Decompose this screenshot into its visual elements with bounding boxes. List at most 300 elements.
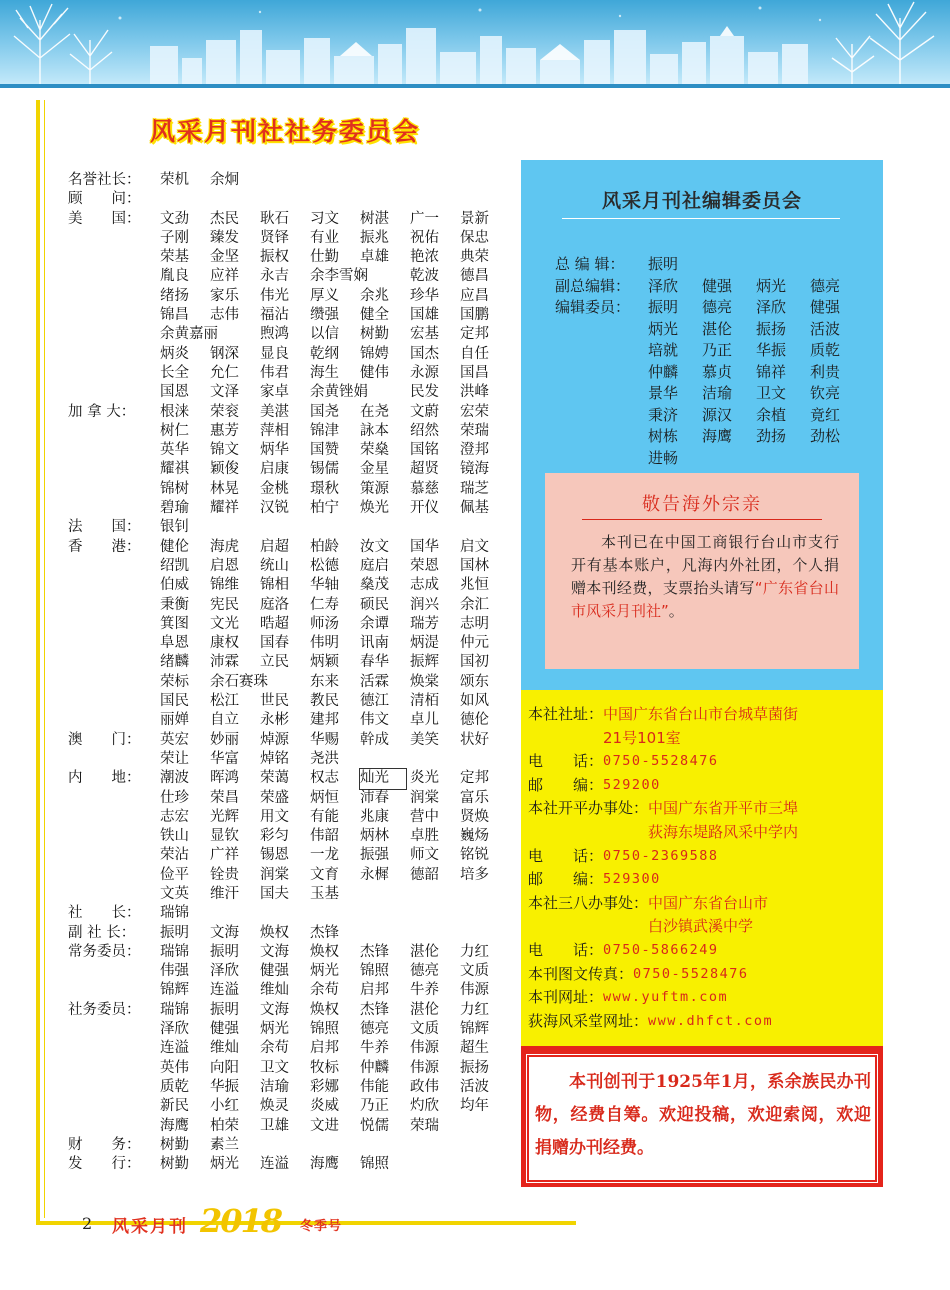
roster-name: 文育	[310, 866, 339, 883]
roster-name: 卓儿	[410, 712, 439, 729]
roster-name: 启文	[460, 538, 489, 555]
roster-row	[160, 711, 510, 730]
roster-name: 余炯	[210, 172, 239, 188]
roster-role-label: 澳 门：	[68, 731, 141, 748]
roster-name: 炳光	[260, 1021, 289, 1038]
editor-name: 利贵	[810, 362, 841, 381]
roster-name: 家卓	[260, 384, 289, 401]
roster-name: 国昌	[460, 364, 489, 381]
roster-row	[160, 615, 510, 634]
roster-name: 永源	[410, 364, 439, 381]
roster-name: 振强	[360, 847, 389, 864]
contact-value: 荻海东堤路风采中学内	[648, 822, 799, 841]
roster-name: 碧瑜	[160, 500, 189, 517]
roster-name: 世民	[260, 693, 289, 710]
roster-group	[68, 904, 488, 923]
editor-names	[648, 254, 702, 276]
roster-name: 荣昌	[210, 789, 239, 806]
roster-name: 锦文	[210, 442, 239, 459]
roster-name: 统山	[260, 557, 289, 574]
contact-value: 529300	[603, 871, 661, 888]
roster-name: 伟源	[410, 1059, 439, 1076]
editor-group	[555, 276, 864, 298]
roster-name: 镜海	[460, 461, 489, 478]
roster-row	[160, 557, 510, 576]
roster-name: 硕民	[360, 596, 389, 613]
roster-name: 荣沾	[160, 847, 189, 864]
roster-name: 锦相	[260, 577, 289, 594]
roster-name: 沛春	[360, 789, 389, 806]
city-skyline-illustration	[0, 0, 950, 88]
roster-name: 汉锐	[260, 500, 289, 517]
roster-names	[160, 190, 488, 209]
roster-role-label: 发 行：	[68, 1156, 141, 1173]
roster-name: 长全	[160, 364, 189, 381]
editor-name: 锦祥	[756, 362, 787, 381]
roster-name: 锦辉	[460, 1021, 489, 1038]
roster-name: 炳光	[310, 963, 339, 980]
frame-left-bar	[36, 100, 40, 1225]
roster-row	[160, 962, 510, 981]
roster-name: 华轴	[310, 577, 339, 594]
editor-name: 秉济	[648, 405, 679, 424]
roster-group	[68, 403, 488, 519]
editor-name: 振扬	[756, 319, 787, 338]
roster-name: 显钦	[210, 828, 239, 845]
roster-name: 振兆	[360, 229, 389, 246]
roster-name: 国铭	[410, 442, 439, 459]
roster-name: 洪峰	[460, 384, 489, 401]
roster-name: 用文	[260, 808, 289, 825]
roster-row	[160, 576, 510, 595]
roster-name: 炳华	[260, 442, 289, 459]
roster-name: 仁寿	[310, 596, 339, 613]
roster-names	[160, 1001, 510, 1136]
editor-row	[648, 297, 864, 319]
editor-row	[648, 319, 864, 341]
roster-name: 伟明	[310, 635, 339, 652]
roster-name: 民发	[410, 384, 439, 401]
roster-row	[160, 248, 510, 267]
frame-left-thin-bar	[44, 100, 45, 1218]
roster-name: 超贤	[410, 461, 439, 478]
roster-name: 锡儒	[310, 461, 339, 478]
roster-name: 秉衡	[160, 596, 189, 613]
roster-name: 国初	[460, 654, 489, 671]
roster-name: 柏龄	[310, 538, 339, 555]
roster-name: 健伟	[360, 364, 389, 381]
roster-names	[160, 210, 510, 403]
editor-role-label: 编辑委员：	[555, 298, 631, 316]
roster-name: 以信	[310, 326, 339, 343]
editor-names	[648, 276, 864, 298]
roster-name: 卫雄	[260, 1117, 289, 1134]
roster-name: 振辉	[410, 654, 439, 671]
roster-name: 文英	[160, 885, 189, 902]
roster-name: 应昌	[460, 287, 489, 304]
editor-name: 钦亮	[810, 384, 841, 402]
footer-year-logo: 2018	[200, 1202, 282, 1240]
roster-name: 富乐	[460, 789, 489, 806]
roster-name: 焕权	[260, 924, 289, 941]
roster-name: 乾波	[410, 268, 439, 285]
roster-name: 润棠	[260, 866, 289, 883]
roster-name: 乃正	[360, 1098, 389, 1115]
editor-name: 卫文	[756, 384, 787, 402]
roster-name: 策源	[360, 480, 389, 497]
contact-row	[528, 939, 878, 963]
editor-name: 劲松	[810, 427, 841, 445]
editor-row	[648, 276, 864, 298]
roster-names	[160, 904, 488, 923]
roster-name: 伟君	[260, 364, 289, 381]
contact-row	[528, 797, 878, 821]
editor-row	[648, 362, 864, 384]
roster-name: 讯南	[360, 635, 389, 652]
roster-name: 康权	[210, 635, 239, 652]
roster-role-label: 法 国：	[68, 519, 141, 536]
roster-row	[160, 789, 510, 808]
roster-name: 庭启	[360, 557, 389, 574]
roster-row	[160, 1117, 510, 1136]
contact-row	[528, 1010, 878, 1034]
roster-name: 灼欣	[410, 1098, 439, 1115]
roster-name: 锦津	[310, 422, 339, 439]
roster-role-label: 社 长：	[68, 905, 141, 922]
roster-name: 自任	[460, 345, 489, 362]
roster-name: 松江	[210, 693, 239, 710]
roster-name: 燊茂	[360, 577, 389, 594]
roster-role-label: 顾 问：	[68, 191, 141, 208]
council-title: 风采月刊社社务委员会	[149, 117, 420, 146]
roster-row	[160, 1001, 510, 1020]
roster-name: 锡恩	[260, 847, 289, 864]
roster-name: 汝文	[360, 538, 389, 555]
roster-names	[160, 171, 488, 190]
roster-name: 典荣	[460, 249, 489, 266]
roster-name: 泽欣	[160, 1021, 189, 1038]
editor-name: 炳光	[648, 319, 679, 338]
roster-name: 润棠	[410, 789, 439, 806]
editor-row	[648, 340, 864, 362]
roster-name: 伟文	[360, 712, 389, 729]
roster-names	[160, 538, 510, 731]
roster-row	[160, 653, 510, 672]
contact-value: 0750-5528476	[633, 965, 749, 982]
roster-name: 国华	[410, 538, 439, 555]
founding-text: 本刊创刊于1925年1月，系余族民办刊物，经费自筹。欢迎投稿，欢迎索阅，欢迎捐赠办刊经费。	[535, 1072, 871, 1158]
roster-role-label: 财 务：	[68, 1136, 141, 1153]
roster-names	[160, 731, 510, 770]
contact-label: 本刊网址：	[528, 988, 604, 1007]
contact-label	[528, 727, 603, 751]
roster-name: 伟源	[410, 1040, 439, 1057]
roster-name: 阜恩	[160, 635, 189, 652]
roster-name: 焯源	[260, 731, 289, 748]
roster-name: 炎光	[410, 770, 439, 787]
roster-name: 澄邦	[460, 442, 489, 459]
roster-name: 德亮	[360, 1021, 389, 1038]
roster-name: 英伟	[160, 1059, 189, 1076]
roster-group	[68, 1155, 488, 1174]
roster-row	[160, 750, 510, 769]
roster-name: 荣基	[160, 249, 189, 266]
roster-name: 师汤	[310, 615, 339, 632]
roster-name: 树勤	[160, 1136, 189, 1153]
roster-name: 永樨	[360, 866, 389, 883]
roster-name: 小红	[210, 1098, 239, 1115]
roster-row	[160, 1136, 488, 1155]
roster-name: 荣让	[160, 750, 189, 767]
roster-name: 玉基	[310, 885, 339, 902]
roster-name: 权志	[310, 770, 339, 787]
roster-name: 仕珍	[160, 789, 189, 806]
roster-name: 东来	[310, 673, 339, 690]
roster-name: 银钊	[160, 519, 189, 536]
roster-name: 卓胜	[410, 828, 439, 845]
notice-title: 敬告海外宗亲	[642, 494, 762, 515]
roster-name: 厚义	[310, 287, 339, 304]
roster-name: 悦儒	[360, 1117, 389, 1134]
notice-end: 。	[668, 602, 684, 620]
roster-group	[68, 731, 488, 770]
roster-name: 卫文	[260, 1059, 289, 1076]
roster-name: 余谭	[360, 615, 389, 632]
roster-name: 慕慈	[410, 480, 439, 497]
roster-name: 国尧	[310, 403, 339, 420]
contact-value: 中国广东省台山市	[648, 893, 769, 912]
roster-name: 如风	[460, 693, 489, 710]
roster-name: 自立	[210, 712, 239, 729]
roster-name: 牛养	[410, 982, 439, 999]
contact-value: www.dhfct.com	[648, 1012, 774, 1029]
roster-name: 炳炎	[160, 345, 189, 362]
roster-role-label: 香 港：	[68, 538, 141, 555]
roster-name: 定邦	[460, 326, 489, 343]
roster-row	[160, 480, 510, 499]
roster-name: 佩基	[460, 500, 489, 517]
roster-name: 金星	[360, 461, 389, 478]
roster-name: 贤焕	[460, 808, 489, 825]
editor-name: 仲麟	[648, 362, 679, 381]
roster-group	[68, 171, 488, 190]
roster-row	[160, 634, 510, 653]
editor-row	[648, 426, 864, 448]
roster-name: 海生	[310, 364, 339, 381]
roster-name: 颖俊	[210, 461, 239, 478]
editor-group	[555, 297, 864, 469]
roster-name: 健强	[260, 963, 289, 980]
roster-name: 松德	[310, 557, 339, 574]
roster-name: 杰锋	[310, 924, 339, 941]
roster-name: 有能	[310, 808, 339, 825]
roster-name: 杰锋	[360, 943, 389, 960]
roster-name: 华振	[210, 1078, 239, 1095]
roster-name: 柏荣	[210, 1117, 239, 1134]
roster-name: 瑞锦	[160, 943, 189, 960]
roster-name: 炳颖	[310, 654, 339, 671]
roster-row	[160, 345, 510, 364]
roster-name: 一龙	[310, 847, 339, 864]
roster-name: 维灿	[210, 1040, 239, 1057]
roster-name: 炳恒	[310, 789, 339, 806]
roster-name: 湛伦	[410, 943, 439, 960]
roster-name: 缵强	[310, 307, 339, 324]
editor-role-label: 副总编辑：	[555, 276, 631, 295]
roster-row	[160, 403, 510, 422]
roster-row	[160, 924, 488, 943]
contact-row	[528, 868, 878, 892]
contact-label	[528, 915, 648, 939]
roster-name: 美湛	[260, 403, 289, 420]
roster-name	[160, 190, 210, 209]
roster-name: 国雄	[410, 307, 439, 324]
roster-name: 兆恒	[460, 577, 489, 594]
roster-name: 耿石	[260, 210, 289, 227]
roster-name: 启恩	[210, 557, 239, 574]
roster-name: 宪民	[210, 596, 239, 613]
roster-name: 新民	[160, 1098, 189, 1115]
roster-name: 国民	[160, 693, 189, 710]
roster-name: 金桃	[260, 480, 289, 497]
contact-value: 白沙镇武溪中学	[648, 917, 754, 936]
roster-role-label: 美 国：	[68, 210, 141, 227]
roster-name: 超生	[460, 1040, 489, 1057]
roster-name: 金坚	[210, 249, 239, 266]
roster-name: 丽婵	[160, 712, 189, 729]
editor-name: 余植	[756, 405, 787, 424]
contact-value: 0750-5866249	[603, 941, 719, 958]
roster-row	[160, 1059, 510, 1078]
roster-name: 余石赛珠	[210, 673, 268, 690]
contact-label: 本刊图文传真：	[528, 964, 634, 983]
roster-name: 璟秋	[310, 480, 339, 497]
roster-row	[160, 1155, 488, 1174]
roster-name: 萍相	[260, 422, 289, 439]
roster-name: 海鹰	[160, 1117, 189, 1134]
roster-name: 应祥	[210, 268, 239, 285]
roster-name: 锦照	[360, 963, 389, 980]
roster-name: 润兴	[410, 596, 439, 613]
roster-name: 余李雪娴	[310, 268, 368, 285]
roster-name: 锦辉	[160, 982, 189, 999]
roster-name: 状好	[460, 731, 489, 748]
roster-name: 宏基	[410, 326, 439, 343]
roster-name: 树湛	[360, 210, 389, 227]
contact-row	[528, 915, 878, 939]
editor-name: 源汉	[702, 405, 733, 424]
roster-names	[160, 518, 488, 537]
roster-row	[160, 1078, 510, 1097]
roster-name: 绍然	[410, 422, 439, 439]
roster-row	[160, 1020, 510, 1039]
roster-name: 彩娜	[310, 1078, 339, 1095]
contact-label: 邮 编：	[528, 775, 604, 794]
roster-name: 在尧	[360, 403, 389, 420]
roster-name: 力红	[460, 943, 489, 960]
roster-name: 保忠	[460, 229, 489, 246]
editor-name: 华振	[756, 341, 787, 359]
roster-row	[160, 846, 510, 865]
roster-row	[160, 460, 510, 479]
roster-row	[160, 943, 510, 962]
roster-name: 树勤	[360, 326, 389, 343]
roster-group	[68, 1001, 488, 1136]
editor-role-label: 总 编 辑：	[555, 255, 625, 273]
roster-group	[68, 1136, 488, 1155]
roster-name: 荣恩	[410, 557, 439, 574]
roster-name: 铨贵	[210, 866, 239, 883]
roster-row	[160, 518, 488, 537]
contact-label: 荻海风采堂网址：	[528, 1011, 649, 1030]
roster-name: 晧超	[260, 615, 289, 632]
roster-name: 湛伦	[410, 1001, 439, 1018]
roster-name: 国鹏	[460, 307, 489, 324]
roster-name: 景新	[460, 210, 489, 227]
roster-row	[160, 364, 510, 383]
roster-name: 余黄锉娟	[310, 384, 368, 401]
editor-name: 泽欣	[756, 298, 787, 316]
roster-names	[160, 1155, 488, 1174]
roster-name: 维灿	[260, 982, 289, 999]
roster-name: 根涞	[160, 403, 189, 420]
roster-name: 焕灵	[260, 1098, 289, 1115]
roster-name: 海虎	[210, 538, 239, 555]
roster-group	[68, 943, 488, 1001]
roster-name: 教民	[310, 693, 339, 710]
roster-role-label: 名誉社长：	[68, 172, 141, 188]
roster-name: 瑞芝	[460, 480, 489, 497]
roster-name: 德亮	[410, 963, 439, 980]
roster-role-label: 社务委员：	[68, 1001, 141, 1018]
roster-role-label: 加 拿 大：	[68, 403, 136, 420]
roster-name: 铭锐	[460, 847, 489, 864]
roster-name: 连溢	[260, 1156, 289, 1173]
roster-name: 华富	[210, 750, 239, 767]
editor-names	[648, 297, 864, 469]
roster-row	[160, 267, 510, 286]
roster-name: 振权	[260, 249, 289, 266]
roster-name: 耀祺	[160, 461, 189, 478]
roster-name: 焕权	[310, 943, 339, 960]
notice-body	[571, 531, 839, 623]
roster-name: 振明	[210, 943, 239, 960]
roster-name: 均年	[460, 1098, 489, 1115]
roster-name: 锦维	[210, 577, 239, 594]
roster-name: 绪扬	[160, 287, 189, 304]
editor-name: 竟红	[810, 405, 841, 424]
roster-name: 德伦	[460, 712, 489, 729]
footer-season: 冬季号	[300, 1219, 343, 1234]
roster-name: 伟韶	[310, 828, 339, 845]
notice-title-underline	[582, 519, 822, 520]
editor-row	[648, 405, 864, 427]
roster-row	[160, 769, 510, 788]
roster-row	[160, 1097, 510, 1116]
editor-name: 进畅	[648, 448, 679, 467]
roster-name: 树仁	[160, 422, 189, 439]
roster-name: 潮波	[160, 770, 189, 787]
roster-name: 文光	[210, 615, 239, 632]
contact-label	[528, 821, 648, 845]
roster-name: 晖鸿	[210, 770, 239, 787]
roster-row	[160, 885, 510, 904]
roster-name: 质乾	[160, 1078, 189, 1095]
roster-row	[160, 210, 510, 229]
roster-name: 连溢	[160, 1040, 189, 1057]
roster-name: 福沾	[260, 307, 289, 324]
roster-name: 炳林	[360, 828, 389, 845]
